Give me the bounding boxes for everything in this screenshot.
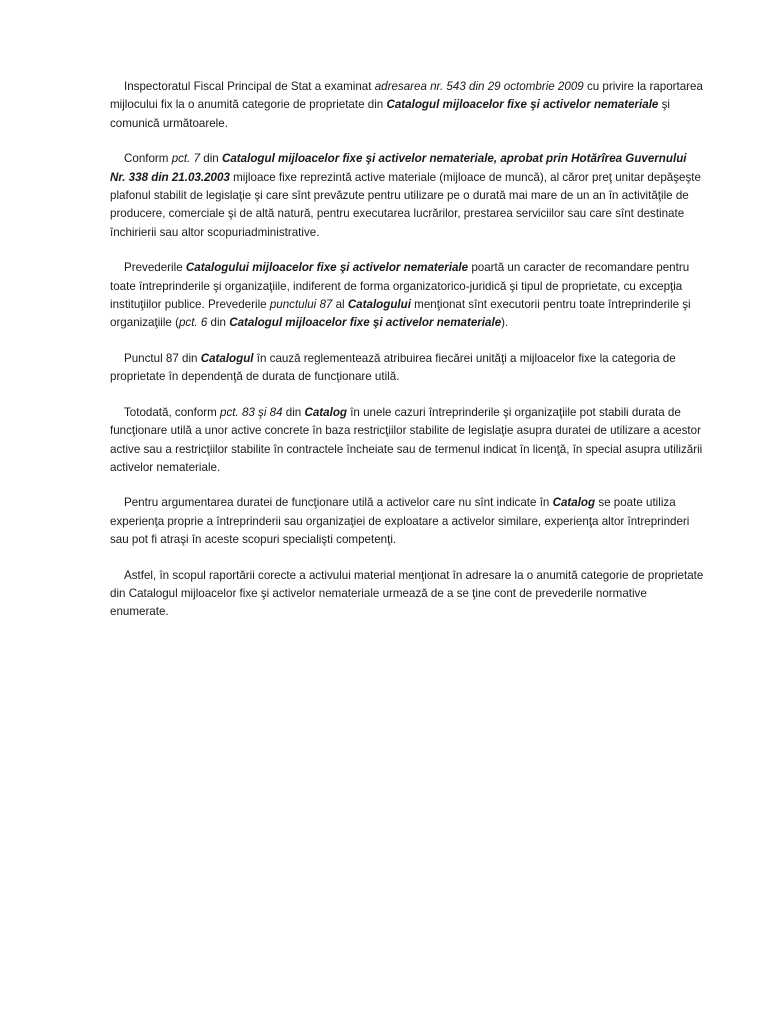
text-run: cu privire la raportarea mijlocului fix la o anumită categorie de proprietate din <box>110 80 703 112</box>
catalog-reference: Catalogul mijloacelor fixe şi activelor nemateriale <box>229 316 502 330</box>
italic-reference: pct. 6 <box>178 316 208 330</box>
text-run: Conform <box>124 152 172 166</box>
text-run: Inspectoratul Fiscal Principal de Stat a examinat <box>124 80 375 93</box>
text-run: în unele cazuri întreprinderile şi organizaţiile pot stabili durata de funcţionare utilă a unor active concrete în baza restricţiilor stabilite de legislaţie asupra duratei de utilizare a acestor active sau a restricţiilor stabilite în contractele încheiate sau de termenul indicat în licenţă, în special asupra utilizării activelor nemateriale. <box>110 405 703 474</box>
document-body <box>110 78 704 639</box>
text-run: mijloace fixe reprezintă active materiale (mijloace de muncă), al căror preţ unitar depăşeşte plafonul stabilit de legislaţie şi care sînt prevăzute pentru utilizare pe o durată mai mare de un an în activităţile de producere, comerciale şi de altă natură, pentru executarea lucrărilor, prestarea serviciilor sau care sînt destinate închirierii sau altor scopuriadministrative. <box>110 170 701 239</box>
paragraph <box>110 78 704 133</box>
text-run: Punctul 87 din <box>124 351 201 365</box>
paragraph <box>110 150 704 242</box>
text-run: menţionat sînt executorii pentru toate întreprinderile şi organizaţiile ( <box>110 298 691 330</box>
paragraph <box>110 259 704 333</box>
text-run: Prevederile <box>124 261 186 275</box>
text-run: se poate utiliza experienţa proprie a întreprinderii sau organizaţiei de exploatare a activelor similare, experienţa altor întreprinderi sau pot fi atraşi în aceste scopuri specialişti competenţi. <box>110 496 690 547</box>
text-run: din <box>200 152 222 166</box>
text-run: Pentru argumentarea duratei de funcţionare utilă a activelor care nu sînt indicate în <box>124 496 553 510</box>
catalog-reference: Catalogului mijloacelor fixe şi activelor nemateriale <box>185 261 469 275</box>
text-run: ). <box>501 316 509 330</box>
text-run: Totodată, conform <box>124 405 221 419</box>
italic-reference: adresarea nr. 543 din 29 octombrie 2009 <box>374 80 584 93</box>
text-run: poartă un caracter de recomandare pentru toate întreprinderile şi organizaţiile, indiferent de forma organizatorico-juridică şi tipul de proprietate, cu excepţia instituţiilor publice. Prevederile <box>110 261 690 312</box>
text-run: al <box>332 298 348 312</box>
text-run: în cauză reglementează atribuirea fiecărei unităţi a mijloacelor fixe la categoria de proprietate în dependenţă de durata de funcţionare utilă. <box>110 351 676 384</box>
paragraph <box>110 404 704 478</box>
catalog-reference: Catalogul mijloacelor fixe şi activelor nemateriale <box>386 98 659 112</box>
paragraph <box>110 567 704 622</box>
italic-reference: pct. 7 <box>171 152 201 166</box>
catalog-reference: Catalog <box>304 405 347 419</box>
text-run: din <box>282 405 305 419</box>
italic-reference: punctului 87 <box>269 298 333 312</box>
text-run: şi comunică următoarele. <box>110 98 670 130</box>
catalog-reference: Catalogul mijloacelor fixe şi activelor nemateriale, aprobat prin Hotărîrea Guvernului Nr. 338 din 21.03.2003 <box>110 152 687 184</box>
text-run: Astfel, în scopul raportării corecte a activului material menţionat în adresare la o anumită categorie de proprietate din Catalogul mijloacelor fixe şi activelor nemateriale urmează de a se ţine cont de prevederile normative enumerate. <box>110 568 704 619</box>
paragraph <box>110 494 704 549</box>
catalog-reference: Catalogul <box>200 351 254 365</box>
text-run: din <box>207 316 230 330</box>
catalog-reference: Catalogului <box>347 298 411 312</box>
paragraph <box>110 350 704 387</box>
catalog-reference: Catalog <box>552 496 596 510</box>
italic-reference: pct. 83 şi 84 <box>220 405 283 419</box>
